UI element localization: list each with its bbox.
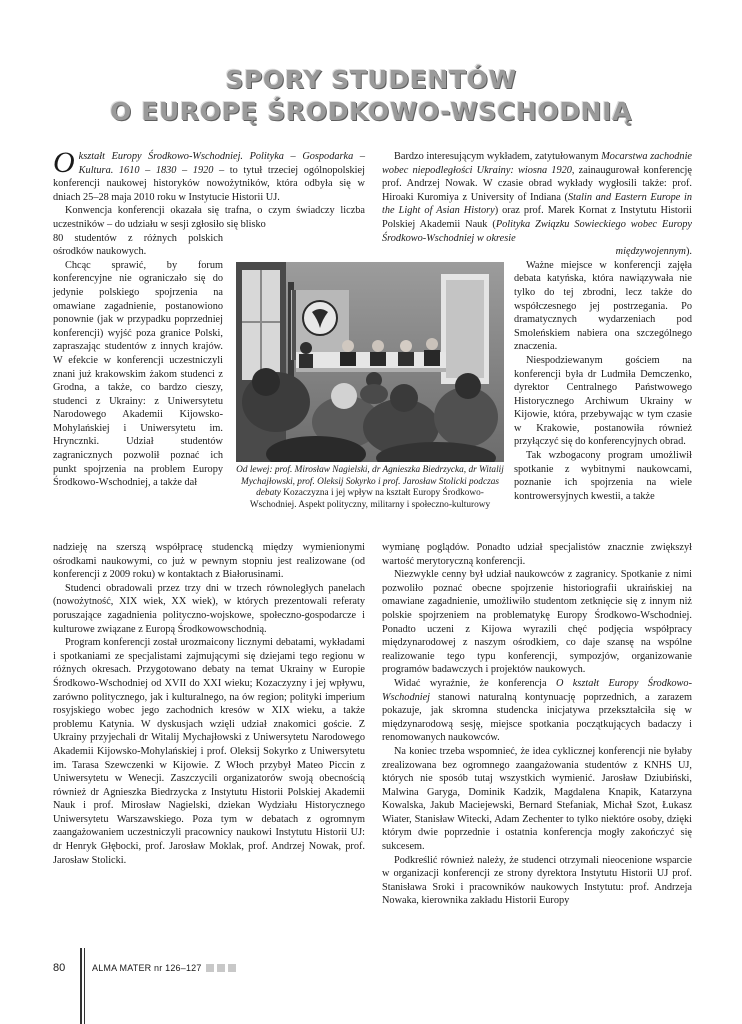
- title-line-1: SPORY STUDENTÓW: [225, 65, 517, 94]
- publication-name: ALMA MATER nr 126–127: [92, 963, 202, 973]
- lecture-title-kornat: Polityka Związku Sowieckiego wobec Europy Środkowo-Wschodniej w okresie: [382, 218, 692, 244]
- square-ornament: [228, 964, 236, 972]
- square-ornament: [206, 964, 214, 972]
- paragraph-support: Podkreślić również należy, że studenci otrzymali nieocenione wsparcie w organizacji konferencji ze strony dyrektora Instytutu Historii UJ prof. Stanisława Sroki i pracowników naukowych Instytutu: prof. Andrzeja Nowaka, kierownika zakładu Historii Europy: [382, 854, 692, 907]
- paragraph-exchange: wymianę poglądów. Ponadto udział specjalistów znacznie zwiększył wartość merytoryczną konferencji.: [382, 542, 692, 567]
- paragraph-convention-tail: 80 studentów z różnych polskich ośrodków naukowych.: [53, 232, 223, 258]
- paragraph-organizers: Na koniec trzeba wspomnieć, że idea cyklicznej konferencji nie byłaby zrealizowana bez ogromnego zaangażowania studentów z KNHS UJ, których nie sposób tutaj wszystkich wymienić. Jarosław Dziubiński, Malwina Garyga, Dominik Kadzik, Magdalena Knapik, Katarzyna Kowalska, Jakub Maciejewski, Bernard Stefaniak, Michał Szot, Łukasz Wiater, Stanisław Witecki, Adam Zechenter to tylko niektóre osoby, dzięki którym dwie poprzednie i ostatnia konferencja mogły zakończyć się sukcesem.: [382, 745, 692, 853]
- paragraph-foreign-scholars: Niezwykle cenny był udział naukowców z zagranicy. Spotkanie z nimi pozwoliło poznać obecne spojrzenie historiografii ukraińskiej na omawiane zagadnienie, umożliwiło studentom zetknięcie się z innym niż polskie spojrzeniem na problematykę Europy Środkowo-Wschodniej. Ponadto uczeni z Kijowa wyrazili chęć podjęcia współpracy międzynarodowej z naszym ośrodkiem, co daje szansę na wspólne realizowanie tego typu konferencji, sympozjów, organizowanie programów badawczych i projektów naukowych.: [382, 569, 692, 676]
- paragraph-demczenko: Niespodziewanym gościem na konferencji była dr Ludmiła Demczenko, dyrektor Centralnego Państwowego Historycznego Archiwum Ukrainy w Kijowie, która, przebywając w tym czasie w Krakowie, postanowiła również przyłączyć się do konferencyjnych obrad.: [514, 354, 692, 448]
- footer-rule: [80, 948, 82, 1024]
- square-ornament: [217, 964, 225, 972]
- drop-cap: O: [53, 146, 75, 179]
- lecture-title-nowak: Mocarstwa zachodnie wobec niepodległości Ukrainy: wiosna 1920: [382, 151, 692, 176]
- paragraph-katyn-debate: Ważne miejsce w konferencji zajęła debata katyńska, która nawiązywała nie tylko do tej zbrodni, lecz także do współczesnego jej postrzegania. Po dramatycznych wydarzeniach pod Smoleńskiem nabiera ona szczególnego znaczenia.: [514, 259, 692, 353]
- lecture-title-kuromiya: Stalin and Eastern Europe in the Light of Asian History: [382, 191, 692, 217]
- footer-squares-ornament: [206, 964, 236, 972]
- paragraph-lectures: Bardzo interesującym wykładem, zatytułowanym Mocarstwa zachodnie wobec niepodległości Ukrainy: wiosna 1920, zainaugurował konferencję prof. Andrzej Nowak. W czasie obrad wykłady wygłosili także: prof. Hiroaki Kuromiya z University of Indiana (Stalin and Eastern Europe in the Light of Asian History) oraz prof. Marek Kornat z Instytutu Historii Polskiej Akademii Nauk (Polityka Związku Sowieckiego wobec Europy Środkowo-Wschodniej w okresie: [382, 151, 692, 244]
- conference-title: kształt Europy Środkowo-Wschodniej. Polityka – Gospodarka – Kultura. 1610 – 1830 – 1920: [78, 151, 365, 176]
- photo-caption: [236, 465, 504, 511]
- bottom-right-column: [382, 541, 692, 908]
- paragraph-panels: Studenci obradowali przez trzy dni w trzech równoległych panelach (nowożytność, XIX wiek, XX wiek), w których prezentowali referaty poruszające zagadnienia polityczno-wojskowe, społeczno-gospodarcze i kulturowe związane z Europą Środkowowschodnią.: [53, 582, 365, 635]
- intro-text: – to tytuł trzeciej ogólnopolskiej konferencji naukowej historyków nowożytników, która odbyła się w dniach 25–28 maja 2010 roku w Instytucie Historii UJ.: [53, 164, 365, 203]
- paragraph-lectures-tail: międzywojennym).: [615, 246, 692, 258]
- conference-title-ref: O kształt Europy Środkowo-Wschodniej: [382, 677, 693, 703]
- page-number: 80: [53, 962, 66, 974]
- caption-people: Od lewej: prof. Mirosław Nagielski, dr Agnieszka Biedrzycka, dr Witalij Mychajłowski, prof. Oleksij Sokyrko i prof. Jarosław Stolicki podczas debaty: [236, 465, 504, 499]
- paragraph-foreign-students: Chcąc sprawić, by forum konferencyjne nie ograniczało się do jedynie polskiego spojrzenia na omawiane zagadnienie, postanowiono ponownie (jak w przypadku poprzedniej konferencji) wyjść poza granice Polski, zapraszając studentów z innych krajów. W efekcie w konferencji uczestniczyli znani już krakowskim żakom studenci z Grodna, a także, co bardzo cieszy, studenci z Ukrainy: z Uniwersytetu Narodowego Akademii Kijowsko-Mohylańskiej i Uniwersytetu im. Hryncznki. Udział studentów zagranicznych pozwolił poznać ich punkt spojrzenia na problem Europy Środkowo-Wschodniej, a także dał: [53, 259, 223, 489]
- paragraph-intro: [53, 146, 365, 204]
- footer-rule-thin: [84, 948, 85, 1024]
- title-line-2: O EUROPĘ ŚRODKOWO-WSCHODNIĄ: [110, 97, 632, 126]
- caption-debate-title: Kozaczyzna i jej wpływ na kształt Europy Środkowo-Wschodniej. Aspekt polityczny, militarny i społeczno-kulturowy: [249, 488, 491, 510]
- paragraph-convention: Konwencja konferencji okazała się trafna, o czym świadczy liczba uczestników – do udziału w sesji zgłosiło się blisko: [53, 205, 365, 230]
- article-title: [40, 64, 702, 128]
- debate-photo: [236, 262, 504, 462]
- bottom-left-column: [53, 541, 365, 867]
- debate-photo-image: [236, 262, 504, 462]
- paragraph-debates: Program konferencji został urozmaicony licznymi debatami, wykładami i spotkaniami ze specjalistami zajmującymi się dziejami tego regionu w różnych okresach. Przygotowano debaty na temat Ukrainy w Europie Środkowo-Wschodniej od XVII do XXI wieku; Kozaczyzny i jej wpływu, zarówno politycznego, jak i kulturalnego, na ów region; polityki imperium rosyjskiego wobec jego zachodnich kresów w XIX wieku, a także problemu Katynia. W dyskusjach wzięli udział znakomici goście. Z Ukrainy przyjechali dr Witalij Mychajłowski z Uniwersytetu Narodowego Akademii Kijowsko-Mohylańskiej i prof. Oleksij Sokyrko z Uniwersytetu im. Tarasa Szewczenki w Kijowie. Z Włoch przybył Mateo Piccin z Uniwersytetu w Wenecji. Zaszczycili organizatorów swoją obecnością również dr Agnieszka Biedrzycka z Instytutu Historii Polskiej Akademii Nauk i prof. Mirosław Nagielski, dziekan Wydziału Historycznego Uniwersytetu Warszawskiego. Poza tym w debatach z ogromnym zaangażowaniem uczestniczyli pracownicy naukowi Instytutu Historii UJ: dr Henryk Głębocki, prof. Jarosław Moklak, prof. Andrzej Nowak, prof. Jarosław Stolicki.: [53, 637, 365, 866]
- paragraph-continuation: Widać wyraźnie, że konferencja O kształt Europy Środkowo-Wschodniej stanowi naturalną kontynuację poprzednich, a zarazem pokazuje, jak skromna studencka inicjatywa przekształciła się w międzynarodową sesję, miejsce spotkania początkujących badaczy i renomowanych naukowców.: [382, 677, 693, 744]
- paragraph-cooperation: nadzieję na szerszą współpracę studencką między wymienionymi ośrodkami naukowymi, co już w pewnym stopniu jest realizowane (od konferencji z 2009 roku) w kontaktach z Białorusinami.: [53, 542, 365, 581]
- paragraph-program: Tak wzbogacony program umożliwił spotkanie z wybitnymi naukowcami, poznanie ich spojrzenia na wiele kontrowersyjnych kwestii, a także: [514, 450, 692, 502]
